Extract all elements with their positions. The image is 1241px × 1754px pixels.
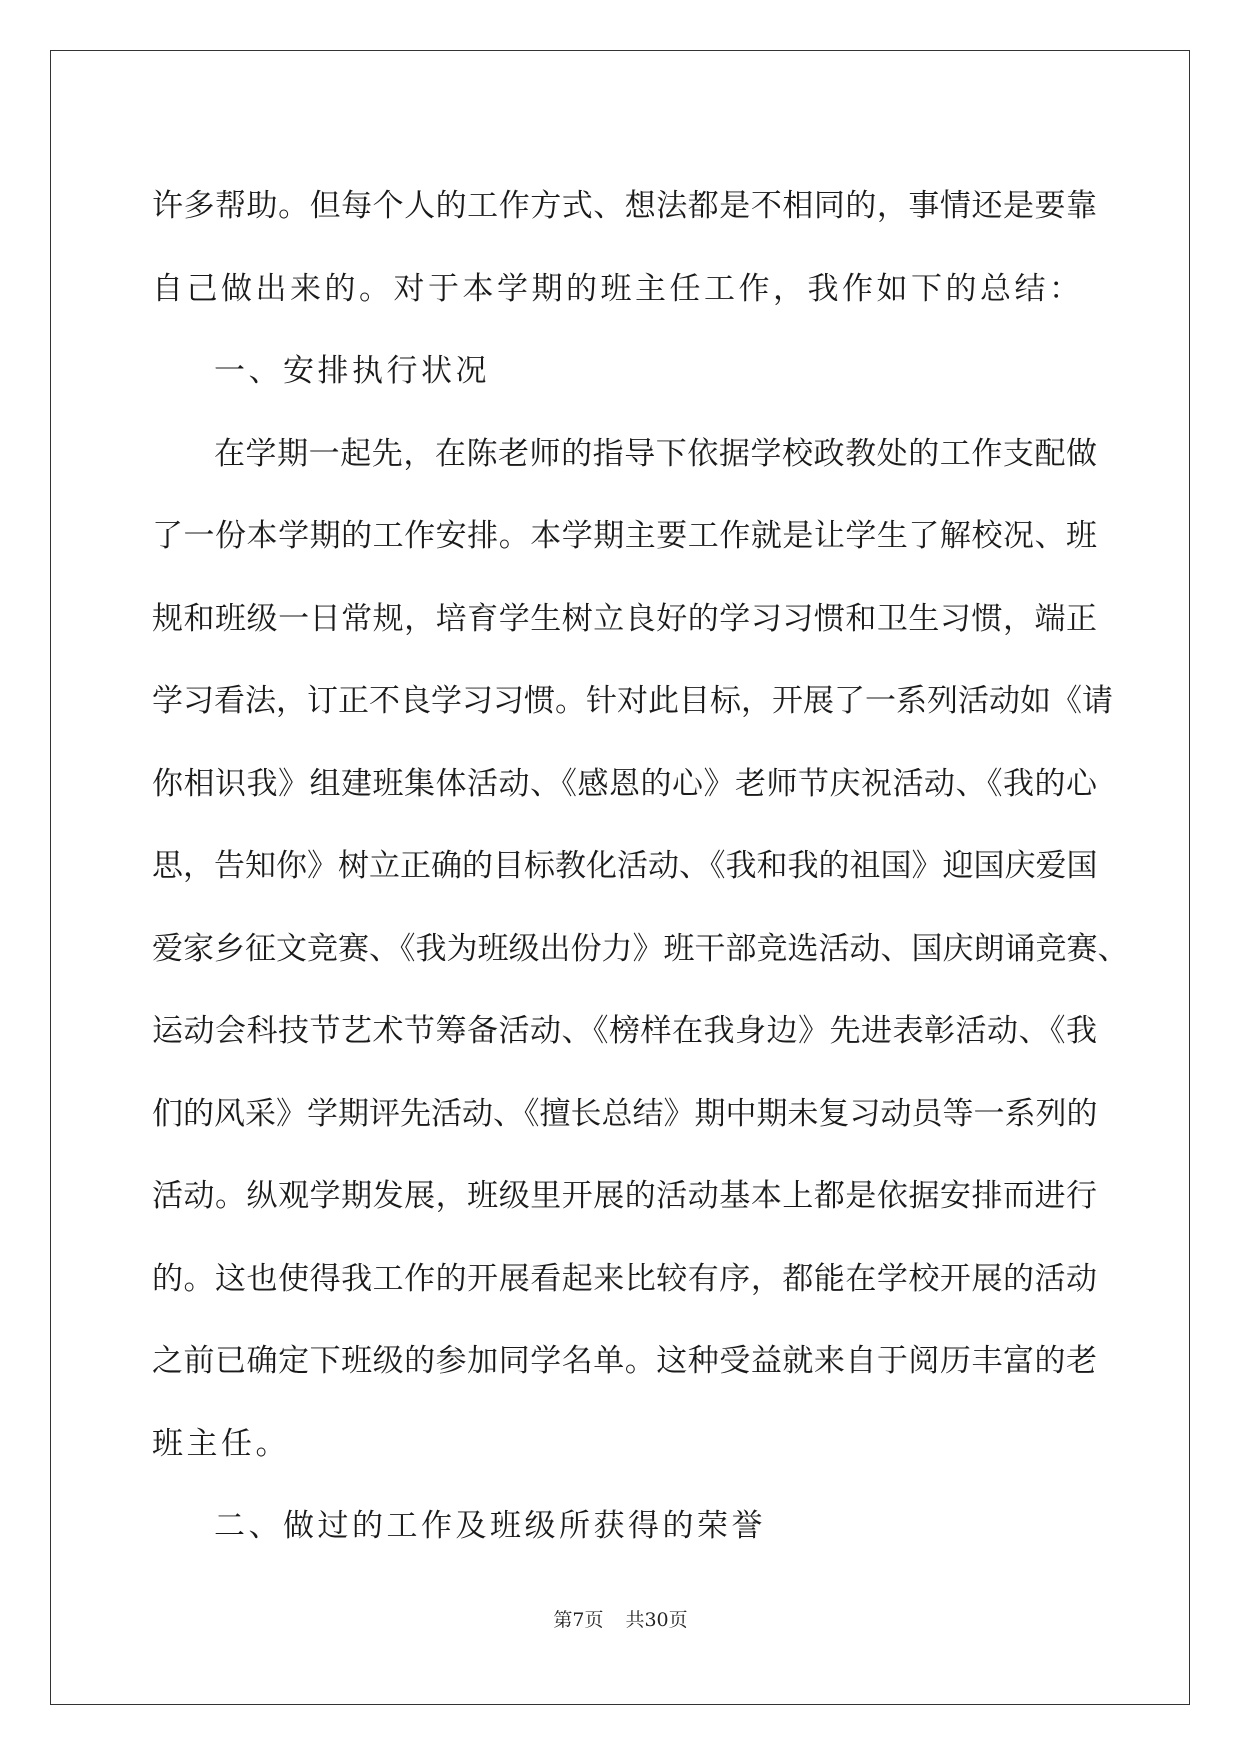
paragraph-line: 之前已确定下班级的参加同学名单。这种受益就来自于阅历丰富的老: [152, 1343, 1097, 1379]
paragraph-line: 学习看法，订正不良学习习惯。针对此目标，开展了一系列活动如《请: [152, 683, 1113, 719]
section-heading: 二、做过的工作及班级所获得的荣誉: [214, 1508, 766, 1544]
paragraph-line: 活动。纵观学期发展，班级里开展的活动基本上都是依据安排而进行: [152, 1178, 1097, 1214]
paragraph-line: 在学期一起先，在陈老师的指导下依据学校政教处的工作支配做: [214, 435, 1097, 472]
page-footer: [0, 1605, 1241, 1632]
document-body: [152, 165, 1129, 1568]
paragraph-line: 们的风采》学期评先活动、《擅长总结》期中期未复习动员等一系列的: [152, 1095, 1098, 1132]
page-total: 共30页: [625, 1609, 688, 1631]
paragraph-line: 的。这也使得我工作的开展看起来比较有序，都能在学校开展的活动: [152, 1260, 1097, 1297]
section-heading: 一、安排执行状况: [214, 353, 490, 389]
paragraph-line: 了一份本学期的工作安排。本学期主要工作就是让学生了解校况、班: [152, 518, 1097, 554]
paragraph-line: 运动会科技节艺术节筹备活动、《榜样在我身边》先进表彰活动、《我: [152, 1013, 1097, 1049]
paragraph-line: 许多帮助。但每个人的工作方式、想法都是不相同的，事情还是要靠: [152, 188, 1097, 224]
paragraph-line: 规和班级一日常规，培育学生树立良好的学习习惯和卫生习惯，端正: [152, 600, 1097, 637]
paragraph-line: 爱家乡征文竞赛、《我为班级出份力》班干部竞选活动、国庆朗诵竞赛、: [152, 930, 1129, 967]
paragraph-line: 思，告知你》树立正确的目标教化活动、《我和我的祖国》迎国庆爱国: [152, 848, 1098, 884]
paragraph-line: 你相识我》组建班集体活动、《感恩的心》老师节庆祝活动、《我的心: [152, 765, 1097, 802]
paragraph-line: 班主任。: [152, 1425, 290, 1462]
page-number: 第7页: [553, 1609, 604, 1631]
paragraph-line: 自己做出来的。对于本学期的班主任工作，我作如下的总结：: [152, 270, 1084, 307]
